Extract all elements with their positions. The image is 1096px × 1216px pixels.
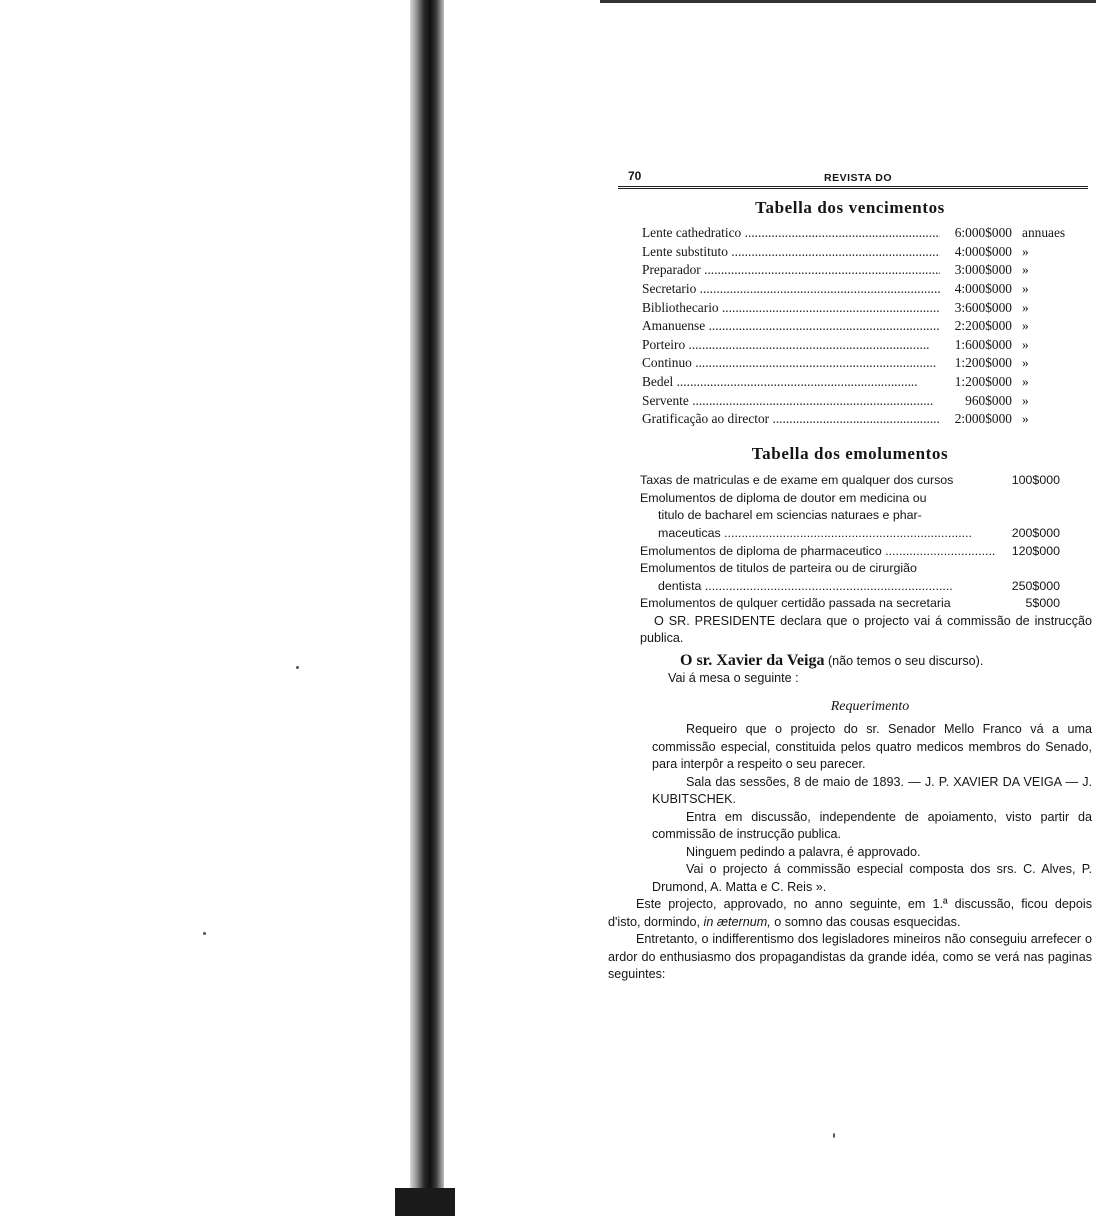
salary-unit: annuaes: [1022, 225, 1066, 241]
paragraph-requerimento: Requeiro que o projecto do sr. Senador Mello Franco vá a uma commissão especial, constituida pelos quatro medicos membros do Senado, para interpôr a respeito o seu parecer.: [652, 722, 1092, 772]
salary-unit: »: [1022, 262, 1029, 278]
book-page: [606, 166, 1094, 984]
salary-post: Lente substituto .....: [642, 243, 940, 260]
fees-label: Emolumentos de titulos de parteira ou de cirurgião: [640, 561, 917, 576]
paper-speck: [203, 932, 206, 935]
salary-row: [642, 373, 1094, 392]
running-title: REVISTA DO: [824, 172, 893, 184]
salary-table: [642, 224, 1094, 429]
speaker-note: (não temos o seu discurso).: [824, 653, 984, 668]
salary-row: [642, 280, 1094, 299]
este-text: Este projecto, approvado, no anno seguinte, em 1.ª discussão, ficou depois d'isto, dormindo,: [608, 897, 1092, 929]
fees-row-line: [640, 472, 1060, 490]
salary-post: Bedel .....: [642, 373, 940, 390]
salary-post: Porteiro .....: [642, 336, 940, 353]
fees-row-line: [640, 490, 1060, 508]
fees-label: maceuticas .....: [658, 525, 996, 542]
salary-unit: »: [1022, 281, 1029, 297]
salary-amount: 1:200$000: [954, 374, 1012, 390]
salary-unit: »: [1022, 243, 1029, 259]
fees-row-line: [640, 507, 1060, 525]
este-end: o somno das cousas esquecidas.: [770, 914, 961, 929]
salary-post: Servente .....: [642, 392, 940, 409]
salary-unit: »: [1022, 392, 1029, 408]
top-edge-rule: [600, 0, 1096, 3]
paragraph-speaker: [652, 652, 1092, 671]
fees-amount: 200$000: [1011, 525, 1060, 540]
salary-amount: 2:000$000: [954, 411, 1012, 427]
book-spine-base: [395, 1188, 455, 1216]
salary-row: [642, 410, 1094, 429]
fees-row-line: [640, 543, 1060, 561]
speaker-presidente: O SR. PRESIDENTE: [654, 613, 776, 628]
fees-row-line: [640, 578, 1060, 596]
fees-table: [640, 472, 1060, 613]
fees-label: Emolumentos de diploma de doutor em medicina ou: [640, 490, 927, 505]
salary-unit: »: [1022, 374, 1029, 390]
book-spine-shadow: [410, 0, 444, 1216]
salary-unit: »: [1022, 355, 1029, 371]
salary-row: [642, 317, 1094, 336]
salary-amount: 960$000: [965, 392, 1012, 408]
fees-row-line: [640, 525, 1060, 543]
paragraph-mesa: Vai á mesa o seguinte :: [668, 671, 799, 686]
paragraph-commissao: Vai o projecto á commissão especial composta dos srs. C. Alves, P. Drumond, A. Matta e C. Reis ».: [652, 862, 1092, 894]
fees-table-title: Tabella dos emolumentos: [751, 443, 949, 463]
salary-amount: 4:000$000: [954, 243, 1012, 259]
page-header: [606, 166, 1094, 184]
requerimento-heading: Requerimento: [830, 698, 910, 714]
salary-amount: 4:000$000: [954, 281, 1012, 297]
salary-unit: »: [1022, 336, 1029, 352]
fees-label: Emolumentos de qulquer certidão passada na secretaria: [640, 596, 951, 611]
salary-amount: 3:000$000: [954, 262, 1012, 278]
salary-amount: 2:200$000: [954, 318, 1012, 334]
salary-row: [642, 243, 1094, 262]
salary-row: [642, 336, 1094, 355]
fees-label: Emolumentos de diploma de pharmaceutico .....: [640, 543, 996, 560]
salary-post: Continuo .....: [642, 354, 940, 371]
paper-speck: [296, 666, 299, 669]
presidente-text: declara que o projecto vai á commissão de instrucção publica.: [640, 613, 1093, 646]
paragraph-este-projecto: [608, 896, 1092, 931]
salary-unit: »: [1022, 318, 1029, 334]
salary-row: [642, 224, 1094, 243]
fees-amount: 250$000: [1011, 578, 1060, 593]
fees-label: Taxas de matriculas e de exame em qualquer dos cursos: [640, 473, 954, 488]
fees-row-line: [640, 595, 1060, 613]
salary-amount: 6:000$000: [954, 225, 1012, 241]
salary-row: [642, 392, 1094, 411]
salary-row: [642, 354, 1094, 373]
salary-post: Bibliothecario .....: [642, 299, 940, 316]
page-number: 70: [628, 169, 642, 183]
paper-speck: [833, 1133, 835, 1138]
fees-label: dentista .....: [658, 578, 996, 595]
salary-amount: 1:600$000: [954, 336, 1012, 352]
salary-amount: 1:200$000: [954, 355, 1012, 371]
salary-row: [642, 261, 1094, 280]
paragraph-discussao: Entra em discussão, independente de apoiamento, visto partir da commissão de instrucção publica.: [652, 809, 1092, 842]
paragraph-entretanto: Entretanto, o indifferentismo dos legisladores mineiros não conseguiu arrefecer o ardor do enthusiasmo dos propagandistas da grande idéa, como se verá nas paginas seguintes:: [608, 932, 1092, 982]
salary-amount: 3:600$000: [954, 299, 1012, 315]
speaker-name: O sr. Xavier da Veiga: [680, 651, 825, 669]
fees-amount: 120$000: [1011, 543, 1060, 558]
salary-post: Gratificação ao director .....: [642, 410, 940, 427]
este-italic: in æternum,: [703, 914, 771, 929]
fees-amount: 5$000: [1025, 596, 1060, 611]
paragraph-approvado: Ninguem pedindo a palavra, é approvado.: [686, 844, 921, 859]
fees-row-line: [640, 560, 1060, 578]
fees-amount: 100$000: [1011, 473, 1060, 488]
paragraph-sala: Sala das sessões, 8 de maio de 1893. — J. P. XAVIER DA VEIGA — J. KUBITSCHEK.: [652, 774, 1092, 807]
fees-label: titulo de bacharel em sciencias naturaes e phar-: [658, 508, 922, 523]
salary-table-title: Tabella dos vencimentos: [755, 198, 945, 217]
salary-unit: »: [1022, 411, 1029, 427]
salary-unit: »: [1022, 299, 1029, 315]
salary-post: Amanuense .....: [642, 317, 940, 334]
salary-post: Secretario .....: [642, 280, 940, 297]
salary-row: [642, 299, 1094, 318]
salary-post: Lente cathedratico .....: [642, 224, 940, 241]
paragraph-presidente: [640, 613, 1092, 648]
salary-post: Preparador .....: [642, 261, 940, 278]
